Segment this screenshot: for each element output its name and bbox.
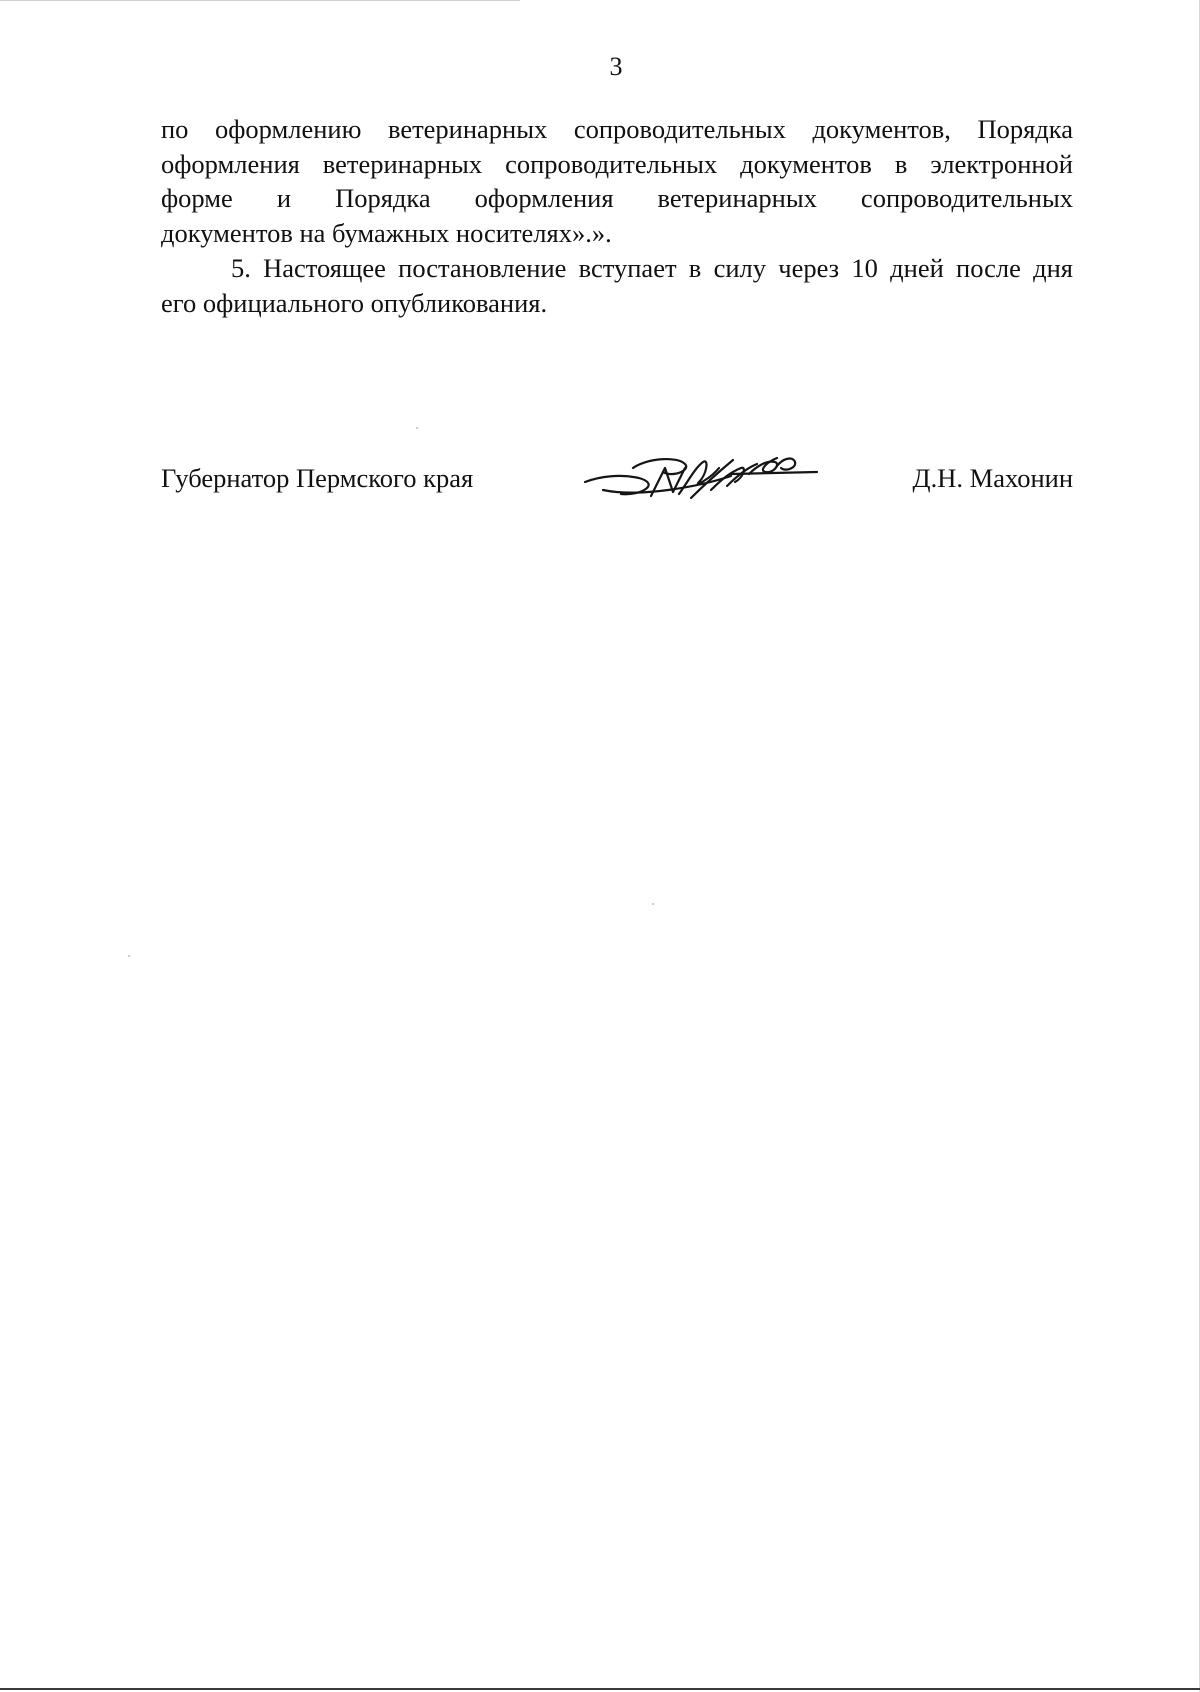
scan-edge-top bbox=[0, 0, 520, 1]
paragraph-continuation bbox=[161, 112, 1073, 250]
text-line: по оформлению ветеринарных сопроводительных документов, Порядка bbox=[161, 114, 1073, 144]
text-line: документов на бумажных носителях».». bbox=[161, 217, 612, 248]
text-line: оформления ветеринарных сопроводительных документов в электронной bbox=[161, 148, 1073, 179]
scan-speck bbox=[652, 903, 654, 905]
text-line: его официального опубликования. bbox=[161, 287, 548, 318]
signer-title: Губернатор Пермского края bbox=[161, 463, 474, 493]
handwritten-signature bbox=[581, 438, 821, 510]
text-line: 5. Настоящее постановление вступает в силу через 10 дней после дня bbox=[231, 253, 1073, 283]
signer-name: Д.Н. Махонин bbox=[912, 463, 1073, 493]
scan-edge-bottom bbox=[0, 1688, 1200, 1690]
scan-speck bbox=[128, 955, 130, 957]
page-number: 3 bbox=[609, 52, 623, 81]
text-line: форме и Порядка оформления ветеринарных сопроводительных bbox=[161, 183, 1073, 213]
scan-speck bbox=[416, 427, 418, 429]
paragraph-item-5 bbox=[161, 251, 1073, 320]
document-body bbox=[161, 112, 1073, 320]
signature-block bbox=[161, 458, 1073, 498]
